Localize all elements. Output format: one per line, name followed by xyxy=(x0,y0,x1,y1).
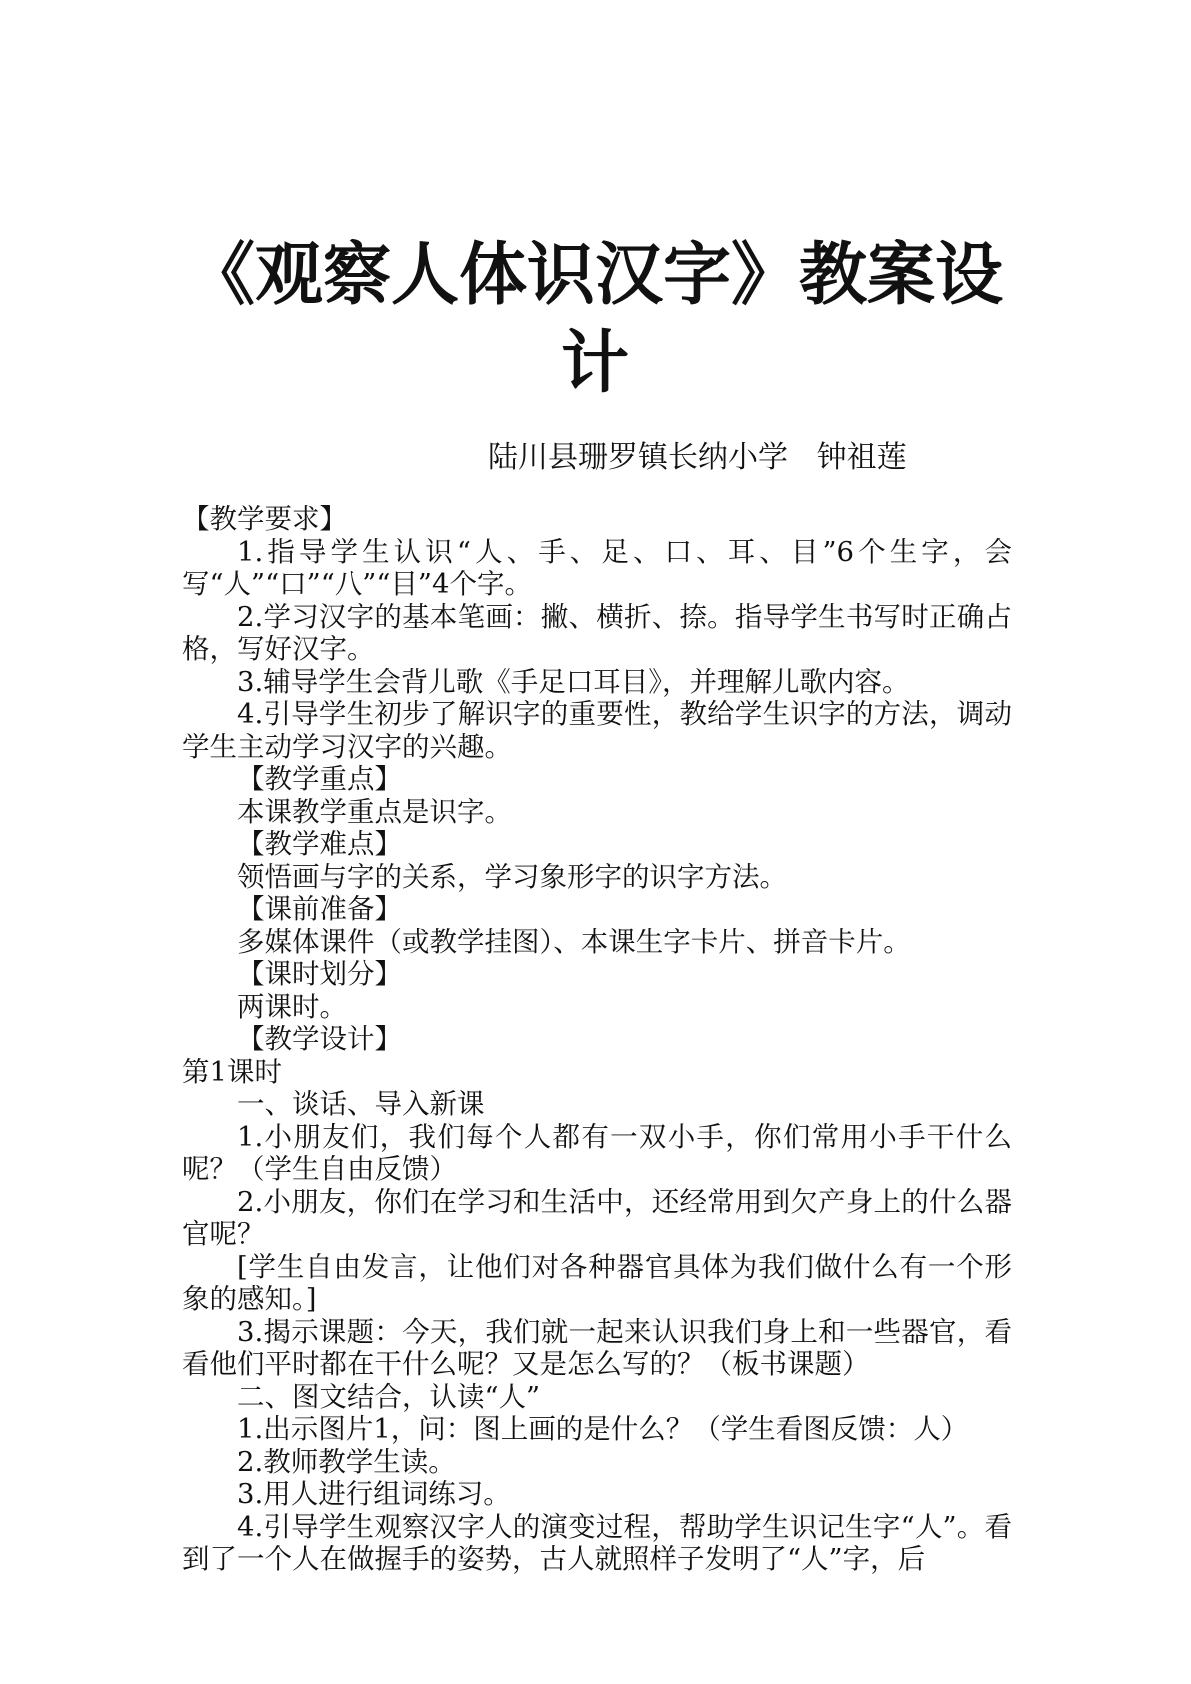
paragraph: 领悟画与字的关系，学习象形字的识字方法。 xyxy=(237,860,787,893)
paragraph: [学生自由发言，让他们对各种器官具体为我们做什么有一个形象的感知。] xyxy=(182,1250,1012,1315)
paragraph: 多媒体课件（或教学挂图）、本课生字卡片、拼音卡片。 xyxy=(237,925,911,958)
paragraph: 3.辅导学生会背儿歌《手足口耳目》，并理解儿歌内容。 xyxy=(237,665,910,698)
section-heading: 【课前准备】 xyxy=(237,893,402,925)
paragraph: 本课教学重点是识字。 xyxy=(237,795,512,828)
section-heading: 【教学重点】 xyxy=(237,763,402,795)
paragraph: 3.揭示课题：今天，我们就一起来认识我们身上和一些器官，看看他们平时都在干什么呢？又是怎么写的？（板书课题） xyxy=(182,1315,1012,1380)
paragraph: 3.用人进行组词练习。 xyxy=(237,1478,511,1510)
paragraph: 2.学习汉字的基本笔画：撇、横折、捺。指导学生书写时正确占格，写好汉字。 xyxy=(182,600,1012,665)
author-line: 陆川县珊罗镇长纳小学 钟祖莲 xyxy=(488,440,907,475)
lesson-heading: 第1课时 xyxy=(182,1055,282,1088)
section-heading: 【课时划分】 xyxy=(237,958,402,990)
section-heading: 【教学要求】 xyxy=(182,503,347,535)
paragraph: 2.小朋友，你们在学习和生活中，还经常用到欠产身上的什么器官呢？ xyxy=(182,1185,1012,1250)
document-title: 《观察人体识汉字》教案设计 xyxy=(186,236,1003,403)
section-heading: 【教学设计】 xyxy=(237,1023,402,1055)
section-heading: 【教学难点】 xyxy=(237,828,402,860)
paragraph: 1.小朋友们，我们每个人都有一双小手，你们常用小手干什么呢？（学生自由反馈） xyxy=(182,1120,1012,1185)
paragraph: 两课时。 xyxy=(237,990,347,1023)
subsection-heading: 二、图文结合，认读“人” xyxy=(237,1380,541,1413)
document-body xyxy=(182,503,1012,1576)
paragraph: 4.引导学生观察汉字人的演变过程，帮助学生识记生字“人”。看到了一个人在做握手的姿势，古人就照样子发明了“人”字，后 xyxy=(182,1510,1012,1575)
paragraph: 2.教师教学生读。 xyxy=(237,1445,456,1478)
subsection-heading: 一、谈话、导入新课 xyxy=(237,1088,485,1120)
paragraph: 1.出示图片1，问：图上画的是什么？（学生看图反馈：人） xyxy=(237,1413,969,1445)
paragraph: 1.指导学生认识“人、手、足、口、耳、目”6个生字，会写“人”“口”“八”“目”4个字。 xyxy=(182,535,1012,600)
paragraph: 4.引导学生初步了解识字的重要性，教给学生识字的方法，调动学生主动学习汉字的兴趣。 xyxy=(182,698,1012,763)
